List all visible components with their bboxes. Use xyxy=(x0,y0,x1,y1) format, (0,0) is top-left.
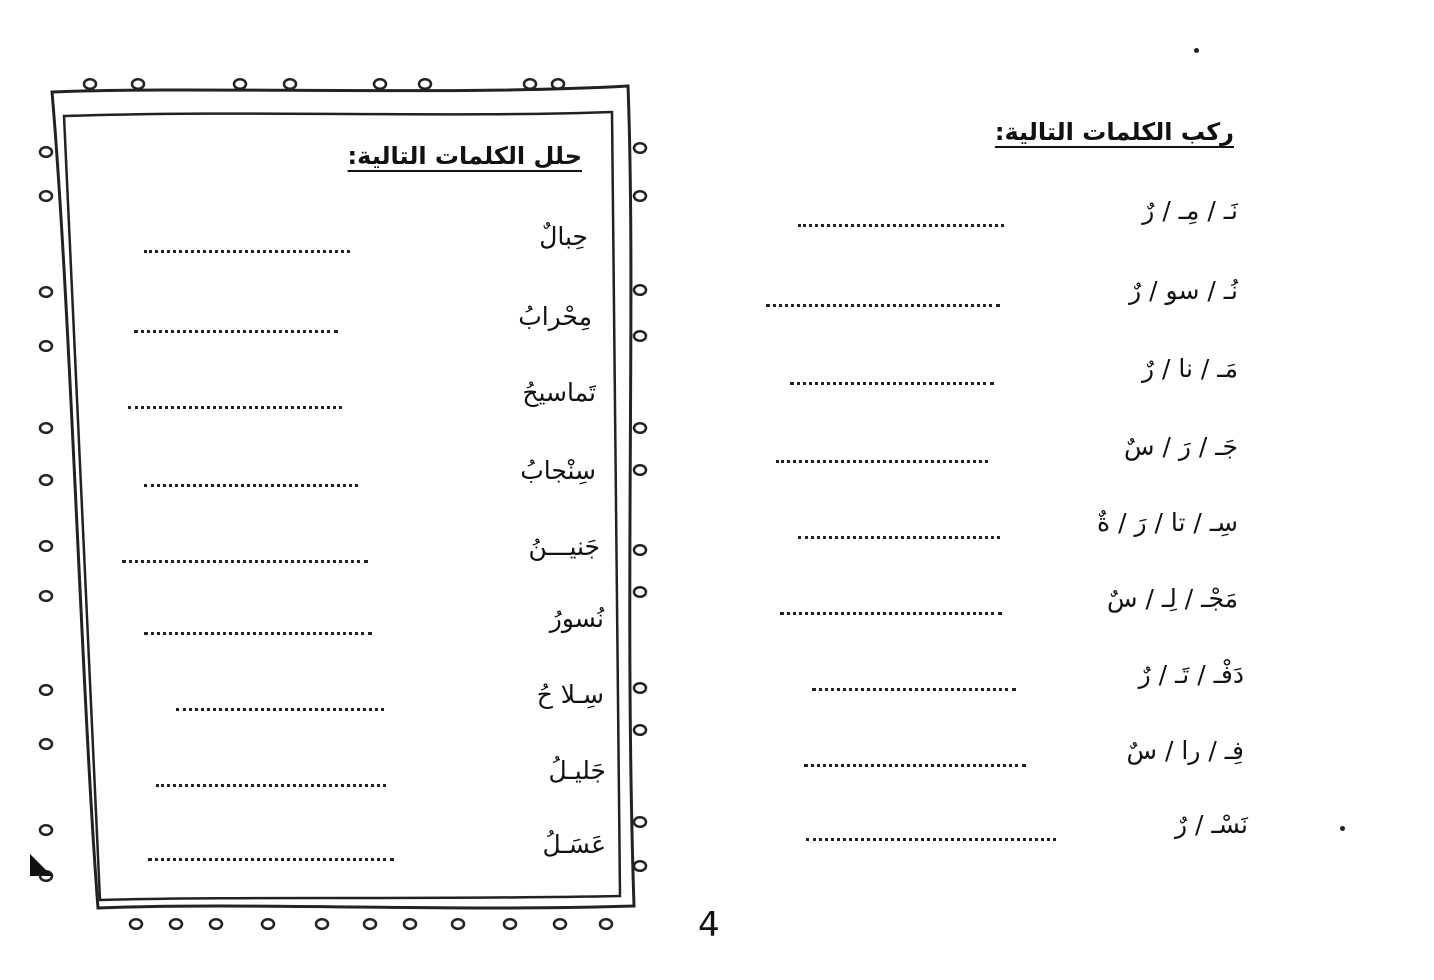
right-word: نُـ / سو / رٌ xyxy=(1129,276,1238,305)
right-word: سِـ / تا / رَ / ةٌ xyxy=(1097,508,1238,537)
frame-loop xyxy=(40,685,52,695)
frame-loop xyxy=(634,465,646,475)
frame-loop xyxy=(634,683,646,693)
left-word: جَنيـــنُ xyxy=(528,532,600,561)
right-word: مَجْـ / لِـ / سٌ xyxy=(1107,584,1238,613)
frame-loop xyxy=(40,825,52,835)
right-word: مَـ / نا / رٌ xyxy=(1142,354,1238,383)
left-word: عَسَـلُ xyxy=(542,830,606,859)
left-answer-line xyxy=(156,784,386,787)
right-word: جَـ / رَ / سٌ xyxy=(1123,432,1238,461)
frame-loop xyxy=(132,79,144,89)
frame-loop xyxy=(634,861,646,871)
frame-loop xyxy=(40,341,52,351)
frame-loop xyxy=(452,919,464,929)
left-answer-line xyxy=(134,330,338,333)
stray-dot xyxy=(1340,826,1345,831)
stray-dot xyxy=(1194,48,1199,53)
right-answer-line xyxy=(790,382,994,385)
left-answer-line xyxy=(122,560,368,563)
frame-loop xyxy=(634,143,646,153)
right-answer-line xyxy=(812,688,1016,691)
left-word: حِبالٌ xyxy=(539,222,588,251)
frame-loop xyxy=(524,79,536,89)
frame-loop xyxy=(634,725,646,735)
frame-loop xyxy=(210,919,222,929)
right-answer-line xyxy=(798,224,1004,227)
frame-loop xyxy=(554,919,566,929)
frame-loop xyxy=(40,541,52,551)
frame-loop xyxy=(40,191,52,201)
frame-loop xyxy=(634,545,646,555)
frame-loop xyxy=(130,919,142,929)
left-answer-line xyxy=(148,858,394,861)
left-word: سِنْجابُ xyxy=(520,456,596,485)
frame-loop xyxy=(40,475,52,485)
frame-loop xyxy=(504,919,516,929)
frame-loop xyxy=(634,587,646,597)
right-word: دَفْـ / تَـ / رٌ xyxy=(1138,660,1244,689)
frame-loop xyxy=(84,79,96,89)
frame-loop xyxy=(419,79,431,89)
frame-loop xyxy=(284,79,296,89)
right-word: نَسْـ / رٌ xyxy=(1175,810,1248,839)
frame-loop xyxy=(634,285,646,295)
frame-loop xyxy=(170,919,182,929)
right-answer-line xyxy=(798,536,1000,539)
frame-loop xyxy=(40,287,52,297)
right-answer-line xyxy=(766,304,1000,307)
frame-loop xyxy=(40,591,52,601)
right-answer-line xyxy=(780,612,1002,615)
frame-loop xyxy=(40,739,52,749)
frame-loop xyxy=(316,919,328,929)
right-answer-line xyxy=(776,460,988,463)
left-answer-line xyxy=(176,708,384,711)
right-answer-line xyxy=(804,764,1026,767)
left-answer-line xyxy=(128,406,342,409)
page-number: 4 xyxy=(698,905,720,945)
right-answer-line xyxy=(806,838,1056,841)
frame-loop xyxy=(634,191,646,201)
frame-loop xyxy=(364,919,376,929)
frame-loop xyxy=(634,331,646,341)
frame-loop xyxy=(634,817,646,827)
left-word: مِحْرابُ xyxy=(518,302,592,331)
frame-loop xyxy=(600,919,612,929)
left-word: نُسورُ xyxy=(549,604,604,633)
left-answer-line xyxy=(144,632,372,635)
right-word: فِـ / را / سٌ xyxy=(1126,736,1244,765)
frame-loop xyxy=(234,79,246,89)
right-word: نَـ / مِـ / رٌ xyxy=(1142,196,1238,225)
right-section-title: ركب الكلمات التالية: xyxy=(994,118,1234,146)
frame-loop xyxy=(40,423,52,433)
left-answer-line xyxy=(144,484,358,487)
left-word: سِـلا حُ xyxy=(536,680,604,709)
frame-loop xyxy=(404,919,416,929)
frame-loop xyxy=(634,423,646,433)
frame-loop xyxy=(262,919,274,929)
frame-loop xyxy=(552,79,564,89)
left-section-title: حلل الكلمات التالية: xyxy=(347,142,582,170)
left-word: جَليـلُ xyxy=(548,756,606,785)
left-word: تَماسيحُ xyxy=(522,378,596,407)
frame-loop xyxy=(374,79,386,89)
left-answer-line xyxy=(144,250,350,253)
corner-triangle xyxy=(28,852,56,880)
frame-loop xyxy=(40,147,52,157)
